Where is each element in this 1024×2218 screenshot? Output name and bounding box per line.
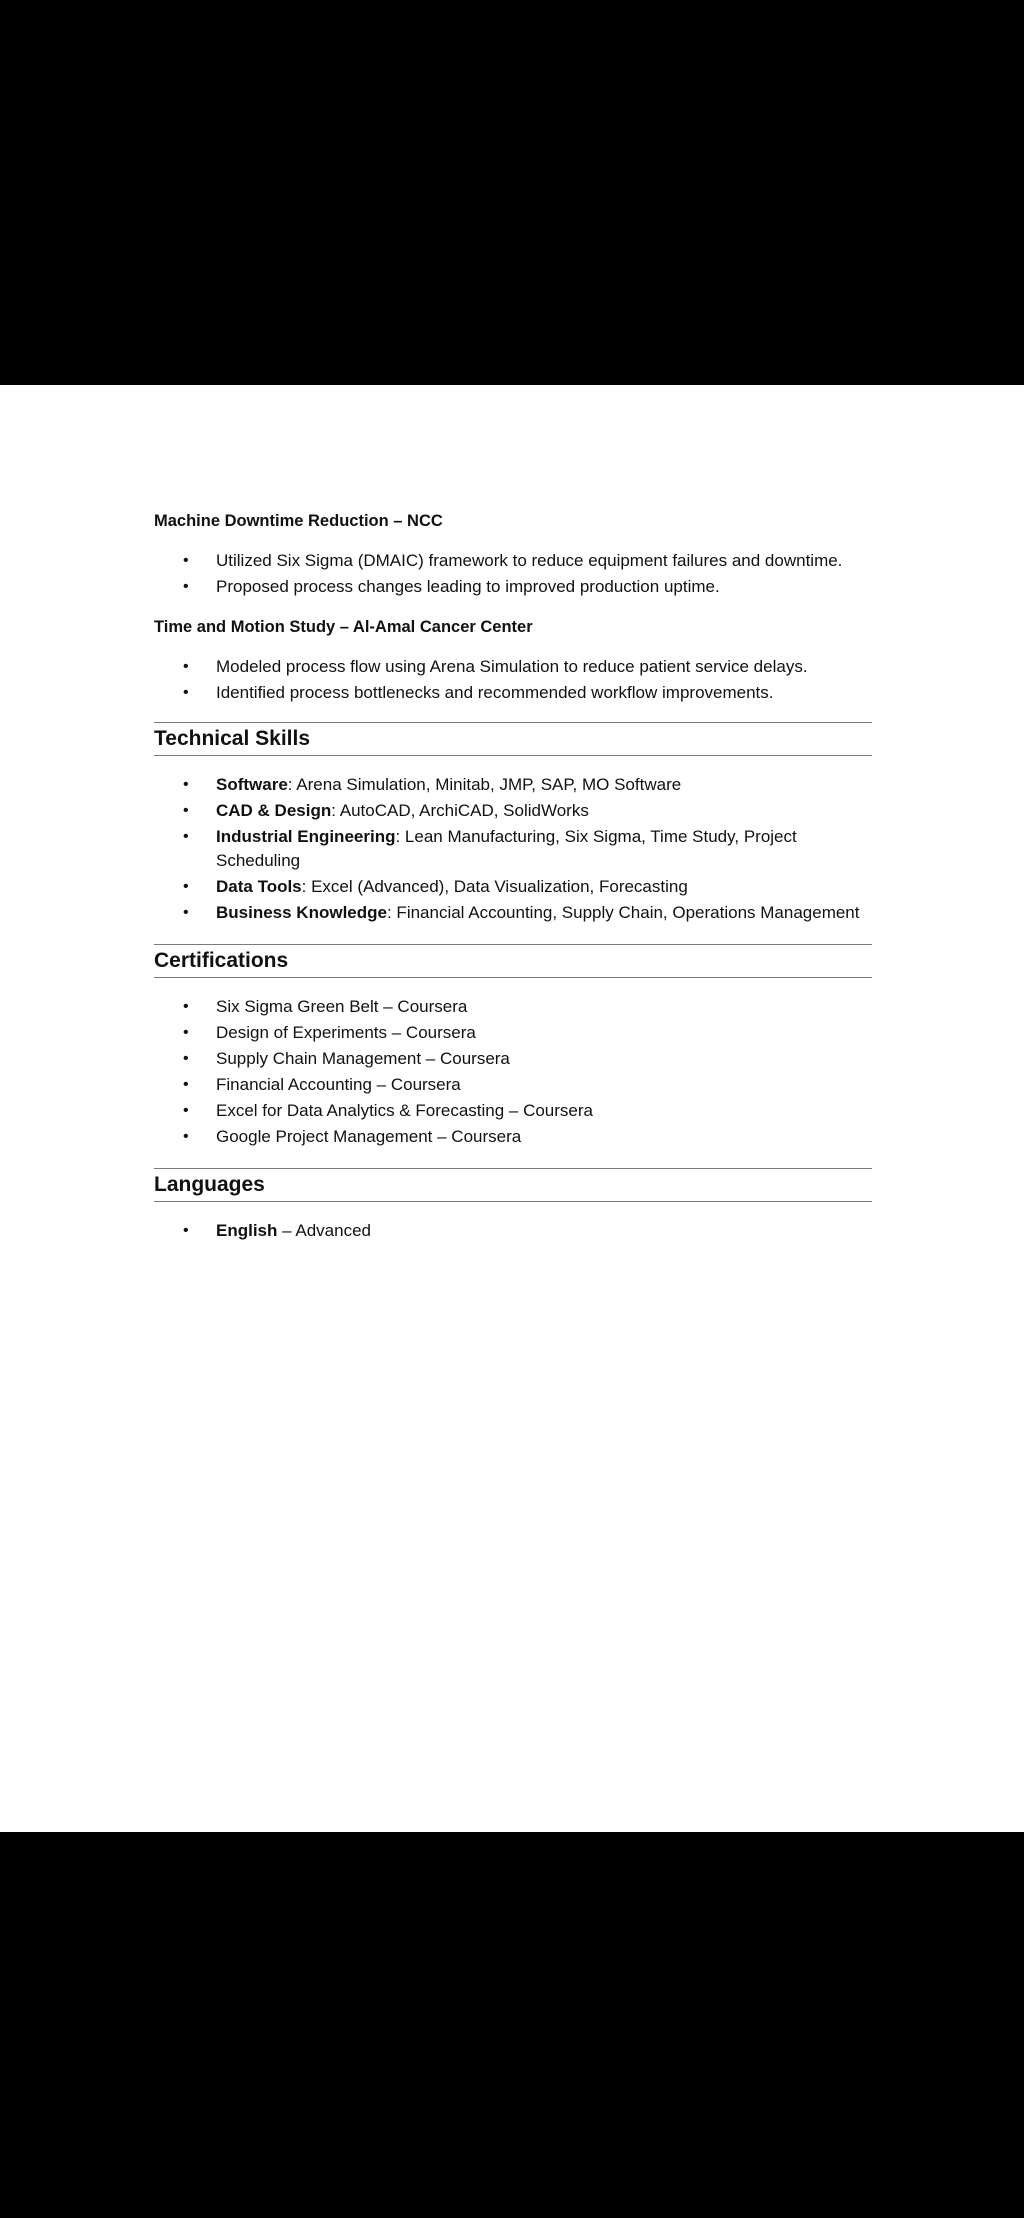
skill-text: : Arena Simulation, Minitab, JMP, SAP, MO Software [287,775,682,794]
bullet-icon: • [183,1102,189,1119]
list-item: • Excel for Data Analytics & Forecasting – Coursera [154,1098,872,1124]
bullet-icon: • [183,998,189,1015]
bullet-icon: • [183,578,189,595]
bullet-icon: • [183,1128,189,1145]
list-item: • Modeled process flow using Arena Simulation to reduce patient service delays. [154,654,872,680]
skill-label: Data Tools [216,877,302,896]
project-bullets [154,654,872,706]
bullet-icon: • [183,552,189,569]
list-item: • Proposed process changes leading to improved production uptime. [154,574,872,600]
list-item [154,824,872,874]
bullet-icon: • [183,1076,189,1093]
project-block [154,616,872,706]
certifications-section [154,944,872,1150]
section-header [154,722,872,756]
languages-section [154,1168,872,1244]
language-label: English [216,1221,278,1240]
technical-skills-section [154,722,872,926]
skill-label: Industrial Engineering [216,827,396,846]
list-item [154,798,872,824]
project-bullets [154,548,872,600]
list-item [154,900,872,926]
bullet-icon: • [183,904,189,921]
skill-label: Business Knowledge [216,903,387,922]
section-title: Technical Skills [154,727,311,750]
bullet-icon: • [183,802,189,819]
list-item [154,772,872,798]
bullet-icon: • [183,776,189,793]
skill-label: CAD & Design [216,801,332,820]
list-item: • Supply Chain Management – Coursera [154,1046,872,1072]
list-item: • Google Project Management – Coursera [154,1124,872,1150]
skill-label: Software [216,775,288,794]
skill-text: : Lean Manufacturing, Six Sigma, Time Study, Project Scheduling [216,827,797,870]
languages-list [154,1218,872,1244]
list-item: • Identified process bottlenecks and recommended workflow improvements. [154,680,872,706]
skill-text: : AutoCAD, ArchiCAD, SolidWorks [331,801,589,820]
project-title: Time and Motion Study – Al-Amal Cancer Center [154,618,533,636]
bullet-icon: • [183,1222,189,1239]
resume-content [154,510,872,1262]
skill-text: : Financial Accounting, Supply Chain, Operations Management [386,903,860,922]
skills-list [154,772,872,926]
project-block [154,510,872,600]
section-title: Languages [154,1173,265,1196]
list-item: • Six Sigma Green Belt – Coursera [154,994,872,1020]
bullet-icon: • [183,658,189,675]
certifications-list [154,994,872,1150]
skill-text: : Excel (Advanced), Data Visualization, Forecasting [301,877,688,896]
section-header [154,1168,872,1202]
section-title: Certifications [154,949,289,972]
document-page [0,385,1024,1832]
list-item [154,874,872,900]
list-item: • Financial Accounting – Coursera [154,1072,872,1098]
section-header [154,944,872,978]
bullet-icon: • [183,1050,189,1067]
bullet-icon: • [183,878,189,895]
bullet-icon: • [183,1024,189,1041]
language-level: – Advanced [277,1221,371,1240]
bullet-icon: • [183,828,189,845]
list-item: • Design of Experiments – Coursera [154,1020,872,1046]
list-item [154,1218,872,1244]
list-item: • Utilized Six Sigma (DMAIC) framework to reduce equipment failures and downtime. [154,548,872,574]
project-title: Machine Downtime Reduction – NCC [154,512,443,530]
bullet-icon: • [183,684,189,701]
